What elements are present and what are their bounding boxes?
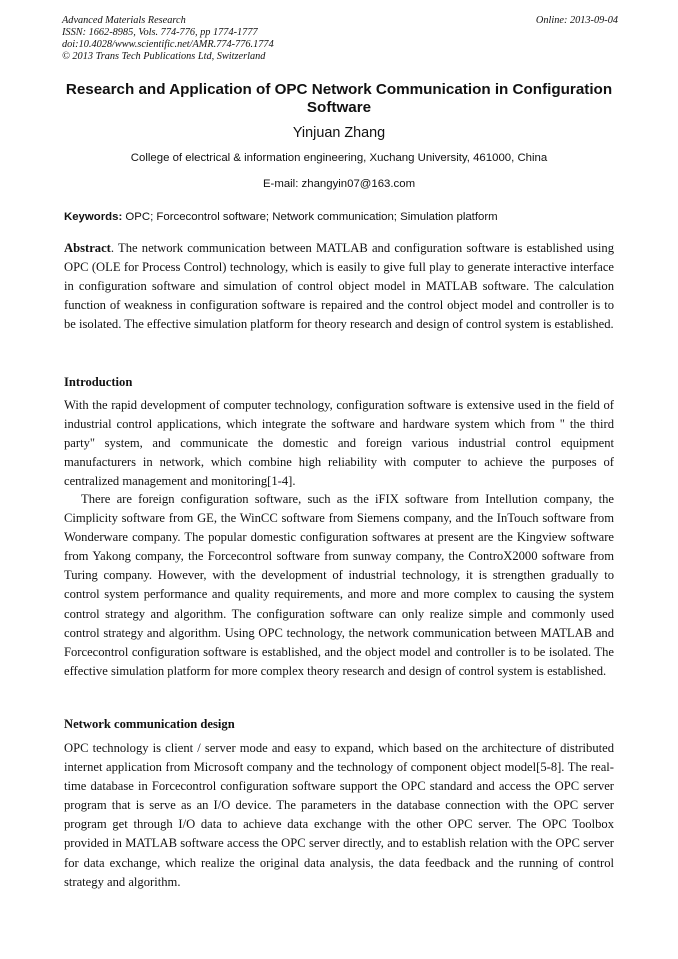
keywords-text: OPC; Forcecontrol software; Network communication; Simulation platform xyxy=(125,211,498,223)
journal-name: Advanced Materials Research xyxy=(62,15,186,26)
abstract xyxy=(64,239,614,334)
online-date: Online: 2013-09-04 xyxy=(535,15,618,26)
journal-header xyxy=(62,15,618,63)
introduction-paragraph-1: With the rapid development of computer technology, configuration software is extensive used in the field of industrial control applications, which integrate the software and hardware system which from " the third party" system, and communicate the domestic and foreign various industrial control equipment manufacturers in network, which combine high reliability with computer to achieve the purposes of centralized management and monitoring[1-4]. xyxy=(64,398,614,489)
issn-line: ISSN: 1662-8985, Vols. 774-776, pp 1774-1777 xyxy=(62,27,258,38)
copyright-line: © 2013 Trans Tech Publications Ltd, Switzerland xyxy=(62,51,266,62)
author-email: E-mail: zhangyin07@163.com xyxy=(262,178,416,190)
author-name: Yinjuan Zhang xyxy=(292,125,386,141)
section-heading-introduction: Introduction xyxy=(64,375,133,389)
author-affiliation: College of electrical & information engineering, Xuchang University, 461000, China xyxy=(130,152,548,164)
introduction-paragraph-2 xyxy=(64,490,614,681)
keywords-label: Keywords: xyxy=(64,211,123,223)
section-heading-network: Network communication design xyxy=(64,717,235,731)
introduction-paragraph-2-text: There are foreign configuration software, such as the iFIX software from Intellution company, the Cimplicity software from GE, the WinCC software from Siemens company, and the InTouch software from Wonderware company. The popular domestic configuration softwares at present are the Kingview software from Yakong company, the Forcecontrol software from sunway company, the ControX2000 software from Turing company. However, with the development of industrial technology, it is strengthen gradually to control system performance and quality requirements, and more and more complex to causing the system control strategy and algorithm. The configuration software can only realize simple and commonly used control strategy and algorithm. Using OPC technology, the network communication between MATLAB and Forcecontrol configuration software is established, and the object model and controller is to be isolated. The effective simulation platform for more complex theory research and design of control system is established. xyxy=(64,492,614,678)
keywords xyxy=(64,210,616,224)
network-paragraph-1: OPC technology is client / server mode and easy to expand, which based on the architecture of distributed internet application from Microsoft company and the technology of component object model[5-8]. The real-time database in Forcecontrol configuration software support the OPC standard and access the OPC server program that is serve as an I/O device. The parameters in the database connection with the OPC server program get through I/O data to achieve data exchange with the other OPC server. The OPC Toolbox provided in MATLAB software access the OPC server directly, and to establish relation with the OPC server for data exchange, which realize the original data analysis, the data feedback and the running of control strategy and algorithm. xyxy=(64,741,614,889)
abstract-text: . The network communication between MATLAB and configuration software is established using OPC (OLE for Process Control) technology, which is easily to give full play to generate interactive interface in configuration software and simulation of control object model in MATLAB software. The calculation function of weakness in configuration software is repaired and the control object model and controller is to be isolated. The effective simulation platform for theory research and design of control system is established. xyxy=(64,241,614,332)
doi-line: doi:10.4028/www.scientific.net/AMR.774-776.1774 xyxy=(62,39,274,50)
abstract-label: Abstract xyxy=(64,241,111,255)
paper-title: Research and Application of OPC Network Communication in Configuration Software xyxy=(65,81,613,116)
